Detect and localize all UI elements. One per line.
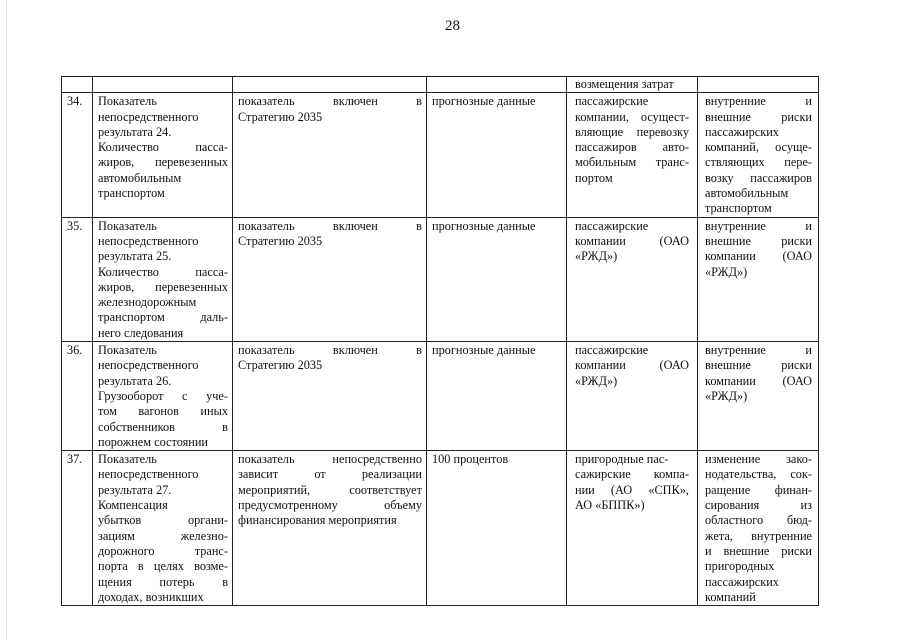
cell-line: транспортом даль-: [98, 310, 228, 325]
cell-line: жета, внутренние: [705, 528, 812, 543]
cell-line: внутренние и: [705, 218, 812, 233]
cell-line: сажирские компа-: [575, 467, 689, 482]
cell-line: собственников в: [98, 419, 228, 434]
cell-line: Показатель: [98, 343, 157, 358]
cell-line: доходах, возникших: [98, 589, 204, 604]
cell-line: него следования: [98, 325, 184, 340]
cell-num: [62, 77, 93, 93]
cell-line: Грузооборот с уче-: [98, 388, 228, 403]
cell-num: [62, 451, 93, 606]
row-number: 36.: [67, 343, 83, 358]
cell-indicator: [93, 217, 233, 341]
cell-basis: [233, 93, 427, 217]
cell-line: результата 25.: [98, 249, 172, 264]
cell-line: внешние риски: [705, 109, 812, 124]
cell-line: непосредственного: [98, 109, 199, 124]
cell-num: [62, 217, 93, 341]
cell-line: Показатель: [98, 94, 157, 109]
cell-line: результата 26.: [98, 373, 172, 388]
cell-line: «РЖД»): [575, 249, 618, 264]
cell-indicator: [93, 77, 233, 93]
cell-responsible: [567, 77, 698, 93]
cell-line: внешние риски: [705, 233, 812, 248]
table-row: [62, 217, 819, 341]
cell-line: автомобильным: [98, 170, 182, 185]
cell-line: финансирования мероприятия: [238, 513, 397, 528]
cell-indicator: [93, 451, 233, 606]
cell-line: «РЖД»): [705, 264, 748, 279]
cell-indicator: [93, 342, 233, 451]
cell-line: областного бюд-: [705, 513, 812, 528]
cell-line: пассажирских: [705, 124, 779, 139]
cell-risks: [698, 77, 819, 93]
cell-line: пригородных: [705, 559, 775, 574]
cell-line: автомобильным: [705, 186, 789, 201]
cell-line: порожнем состоянии: [98, 434, 209, 449]
cell-line: внутренние и: [705, 343, 812, 358]
cell-line: убытков органи-: [98, 513, 228, 528]
cell-indicator: [93, 93, 233, 217]
cell-line: компаний: [705, 589, 756, 604]
cell-line: компании (ОАО: [705, 373, 812, 388]
cell-risks: [698, 93, 819, 217]
table-row: [62, 342, 819, 451]
cell-line: Показатель: [98, 452, 157, 467]
cell-num: [62, 93, 93, 217]
cell-line: показатель включен в: [238, 94, 422, 109]
cell-line: портом: [575, 170, 613, 185]
cell-line: и внешние риски: [705, 543, 812, 558]
cell-risks: [698, 217, 819, 341]
cell-line: пассажирские: [575, 94, 649, 109]
cell-line: результата 24.: [98, 124, 172, 139]
cell-line: показатель включен в: [238, 218, 422, 233]
cell-line: непосредственного: [98, 358, 199, 373]
cell-source: [427, 217, 567, 341]
cell-line: результата 27.: [98, 482, 172, 497]
cell-source: [427, 342, 567, 451]
cell-line: транспортом: [705, 201, 772, 216]
cell-line: ствляющих пере-: [705, 155, 812, 170]
cell-line: пассажиров авто-: [575, 140, 689, 155]
cell-line: компании, осущест-: [575, 109, 689, 124]
table-row: [62, 93, 819, 217]
cell-line: прогнозные данные: [432, 94, 536, 109]
cell-line: нодательства, сок-: [705, 467, 812, 482]
cell-line: прогнозные данные: [432, 218, 536, 233]
cell-line: «РЖД»): [575, 373, 618, 388]
cell-line: щения потерь в: [98, 574, 228, 589]
cell-line: вляющие перевозку: [575, 124, 689, 139]
cell-basis: [233, 77, 427, 93]
cell-basis: [233, 217, 427, 341]
continuation-text: возмещения затрат: [575, 77, 674, 91]
cell-line: пассажирские: [575, 343, 649, 358]
indicators-table: [61, 76, 819, 606]
table-continuation-row: [62, 77, 819, 93]
cell-line: порта в целях возме-: [98, 559, 228, 574]
cell-line: внутренние и: [705, 94, 812, 109]
cell-line: предусмотренному объему: [238, 498, 422, 513]
cell-line: дорожного транс-: [98, 543, 228, 558]
cell-line: возку пассажиров: [705, 170, 812, 185]
cell-line: «РЖД»): [705, 388, 748, 403]
cell-line: Стратегию 2035: [238, 109, 323, 124]
cell-responsible: [567, 217, 698, 341]
cell-source: [427, 93, 567, 217]
cell-line: компании (ОАО: [705, 249, 812, 264]
cell-risks: [698, 342, 819, 451]
cell-responsible: [567, 342, 698, 451]
table-row: [62, 451, 819, 606]
cell-line: показатель включен в: [238, 343, 422, 358]
row-number: 34.: [67, 94, 83, 109]
cell-line: прогнозные данные: [432, 343, 536, 358]
cell-line: пассажирских: [705, 574, 779, 589]
cell-line: Стратегию 2035: [238, 233, 323, 248]
cell-num: [62, 342, 93, 451]
page-number: 28: [445, 18, 460, 34]
cell-line: пригородные пас-: [575, 452, 669, 467]
cell-line: зависит от реализации: [238, 467, 422, 482]
cell-line: Количество пасса-: [98, 264, 228, 279]
cell-line: жиров, перевезенных: [98, 279, 228, 294]
row-number: 37.: [67, 452, 83, 467]
cell-risks: [698, 451, 819, 606]
cell-line: сирования из: [705, 498, 812, 513]
cell-source: [427, 77, 567, 93]
scan-edge-line: [6, 0, 7, 640]
cell-line: компании (ОАО: [575, 233, 689, 248]
cell-line: показатель непосредственно: [238, 452, 422, 467]
cell-line: 100 процентов: [432, 452, 509, 467]
cell-line: внешние риски: [705, 358, 812, 373]
cell-line: жиров, перевезенных: [98, 155, 228, 170]
cell-responsible: [567, 93, 698, 217]
cell-line: ращение финан-: [705, 482, 812, 497]
cell-line: мобильным транс-: [575, 155, 689, 170]
cell-line: транспортом: [98, 186, 165, 201]
cell-line: компаний, осуще-: [705, 140, 812, 155]
cell-line: Стратегию 2035: [238, 358, 323, 373]
cell-line: том вагонов иных: [98, 404, 228, 419]
cell-line: Компенсация: [98, 498, 168, 513]
cell-line: нии (АО «СПК»,: [575, 482, 689, 497]
cell-line: зациям железно-: [98, 528, 228, 543]
cell-line: компании (ОАО: [575, 358, 689, 373]
cell-line: Показатель: [98, 218, 157, 233]
cell-line: изменение зако-: [705, 452, 812, 467]
cell-basis: [233, 342, 427, 451]
cell-line: железнодорожным: [98, 295, 197, 310]
cell-source: [427, 451, 567, 606]
cell-responsible: [567, 451, 698, 606]
cell-line: Количество пасса-: [98, 140, 228, 155]
cell-line: непосредственного: [98, 233, 199, 248]
cell-line: непосредственного: [98, 467, 199, 482]
cell-line: мероприятий, соответствует: [238, 482, 422, 497]
cell-line: пассажирские: [575, 218, 649, 233]
cell-basis: [233, 451, 427, 606]
cell-line: АО «БППК»): [575, 498, 645, 513]
row-number: 35.: [67, 218, 83, 233]
